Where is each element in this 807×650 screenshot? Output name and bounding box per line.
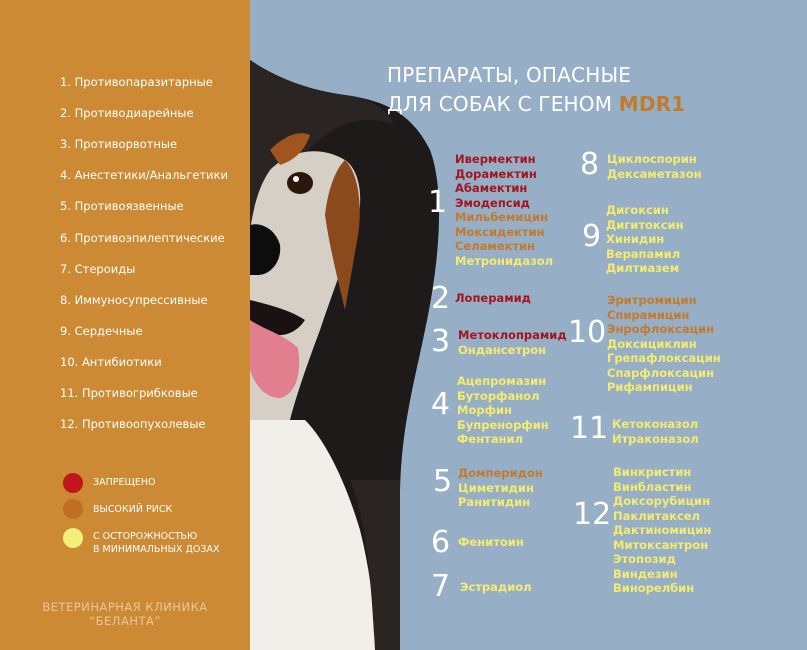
title-accent: MDR1 <box>618 92 686 116</box>
drug-name: Паклитаксел <box>613 508 700 523</box>
drug-name: Хинидин <box>606 232 665 246</box>
category-item: 2. Противодиарейные <box>60 106 194 120</box>
drug-name: Дигитоксин <box>606 217 684 232</box>
category-item: 1. Противопаразитарные <box>60 75 213 89</box>
drug-name: Доксорубицин <box>613 494 711 508</box>
category-item: 12. Противоопухолевые <box>60 417 206 431</box>
drug-name: Доксициклин <box>607 336 697 351</box>
category-item: 4. Анестетики/Анальгетики <box>60 168 228 182</box>
group-number: 1 <box>428 185 448 220</box>
drug-name: Митоксантрон <box>613 537 709 552</box>
drug-name: Фенитоин <box>458 535 524 549</box>
drug-name: Эмодепсид <box>455 195 530 210</box>
drug-name: Бупренорфин <box>457 417 549 432</box>
drug-name: Грепафлоксацин <box>607 351 721 365</box>
clinic-name-line1: ВЕТЕРИНАРНАЯ КЛИНИКА <box>42 600 208 614</box>
group-number: 12 <box>573 497 612 532</box>
group-number: 5 <box>433 464 453 499</box>
clinic-name-line2: “БЕЛАНТА” <box>89 614 161 628</box>
group-number: 6 <box>431 525 451 560</box>
group-number: 10 <box>568 315 607 350</box>
drug-name: Виндезин <box>613 566 678 581</box>
group-number: 4 <box>431 387 451 422</box>
title-line2-text: ДЛЯ СОБАК С ГЕНОМ <box>387 92 613 116</box>
drug-name: Этопозид <box>613 552 676 566</box>
left-panel <box>0 0 250 650</box>
group-number: 3 <box>431 324 451 359</box>
title-line1: ПРЕПАРАТЫ, ОПАСНЫЕ <box>387 63 632 87</box>
drug-name: Ондансетрон <box>458 342 547 357</box>
category-item: 3. Противорвотные <box>60 137 178 151</box>
drug-name: Морфин <box>457 403 512 417</box>
drug-name: Винорелбин <box>613 581 695 595</box>
drug-name: Метоклопрамид <box>458 328 567 342</box>
category-item: 5. Противоязвенные <box>60 199 184 213</box>
drug-name: Моксидектин <box>455 224 545 239</box>
legend-caution-line1: С ОСТОРОЖНОСТЬЮ <box>93 531 198 542</box>
category-item: 9. Сердечные <box>60 324 143 338</box>
drug-name: Метронидазол <box>455 253 554 268</box>
drug-name: Циклоспорин <box>607 152 697 166</box>
category-item: 10. Антибиотики <box>60 355 162 369</box>
group-number: 11 <box>570 411 609 446</box>
drug-name: Мильбемицин <box>455 210 549 224</box>
drug-name: Дексаметазон <box>607 166 702 181</box>
legend-high-risk-dot <box>63 499 83 519</box>
drug-name: Дигоксин <box>606 203 669 217</box>
drug-name: Дилтиазем <box>606 261 680 275</box>
drug-name: Винбластин <box>613 479 692 494</box>
drug-name: Селамектин <box>455 239 536 253</box>
drug-name: Эстрадиол <box>460 580 532 594</box>
drug-name: Дактиномицин <box>613 523 712 537</box>
drug-name: Спарфлоксацин <box>607 365 715 380</box>
drug-name: Винкристин <box>613 465 692 479</box>
legend-caution-line2: В МИНИМАЛЬНЫХ ДОЗАХ <box>93 544 220 555</box>
drug-name: Абамектин <box>455 181 528 195</box>
group-number: 2 <box>431 281 451 316</box>
category-item: 8. Иммуносупрессивные <box>60 293 208 307</box>
drug-name: Ацепромазин <box>457 374 547 388</box>
drug-name: Ивермектин <box>455 152 536 166</box>
drug-name: Буторфанол <box>457 388 540 403</box>
drug-name: Спирамицин <box>607 307 690 322</box>
category-item: 11. Противогрибковые <box>60 386 198 400</box>
group-number: 8 <box>580 147 600 182</box>
drug-name: Верапамил <box>606 246 681 261</box>
drug-name: Энрофлоксацин <box>607 322 715 336</box>
legend-high-risk-label: ВЫСОКИЙ РИСК <box>93 504 173 515</box>
drug-name: Фентанил <box>457 432 524 446</box>
drug-name: Эритромицин <box>607 293 697 307</box>
drug-name: Домперидон <box>458 466 543 480</box>
legend-caution-dot <box>63 528 83 548</box>
legend-caution-label <box>93 530 220 556</box>
drug-name: Лоперамид <box>455 291 531 305</box>
drug-name: Ранитидин <box>458 495 531 509</box>
title-line2 <box>387 92 685 116</box>
drug-name: Кетоконазол <box>612 417 699 431</box>
legend-forbidden-label: ЗАПРЕЩЕНО <box>93 477 156 488</box>
group-number: 9 <box>582 219 602 254</box>
category-item: 6. Противоэпилептические <box>60 231 225 245</box>
group-number: 7 <box>431 569 451 604</box>
drug-name: Рифампицин <box>607 380 693 394</box>
drug-name: Циметидин <box>458 480 534 495</box>
category-item: 7. Стероиды <box>60 262 136 276</box>
legend-forbidden-dot <box>63 473 83 493</box>
drug-name: Итраконазол <box>612 431 699 446</box>
drug-name: Дорамектин <box>455 166 537 181</box>
